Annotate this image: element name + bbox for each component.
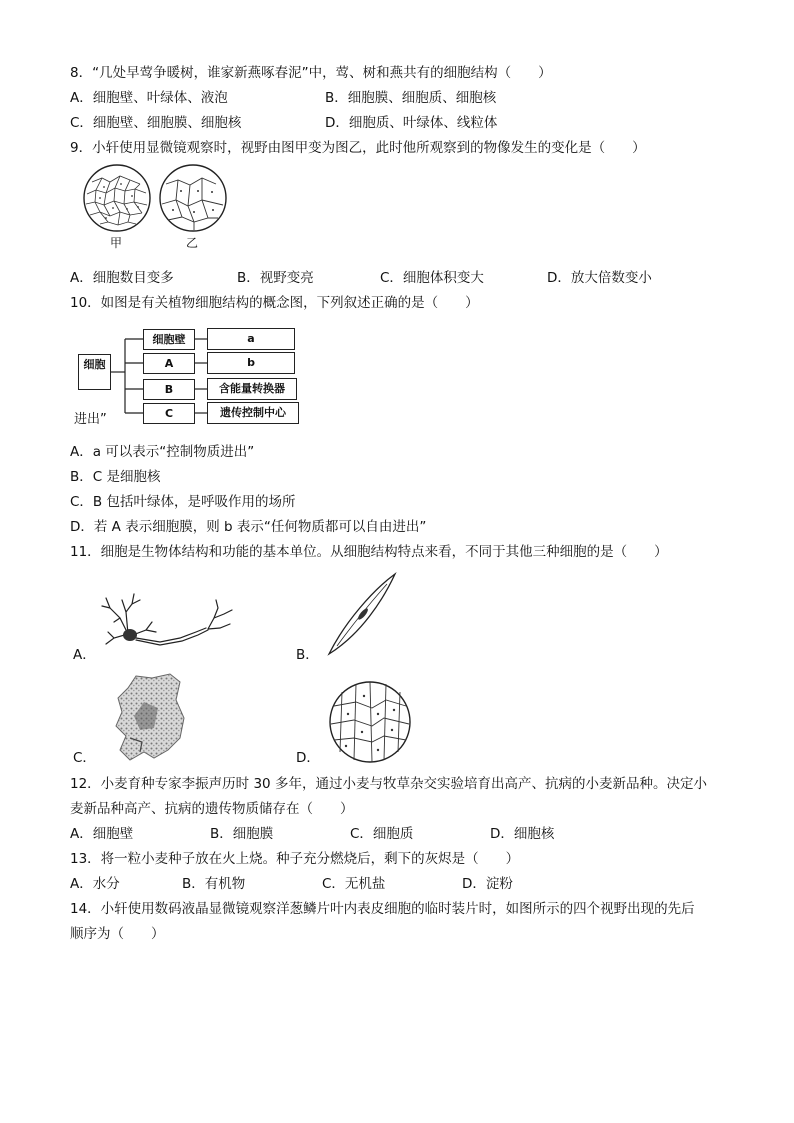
- q11-option-c: C．: [73, 750, 96, 766]
- q13-option-c: C．无机盐: [322, 876, 386, 892]
- q10-option-d: D．若 A 表示细胞膜，则 b 表示“任何物质都可以自由进出”: [70, 519, 427, 535]
- q11-option-d: D．: [296, 750, 320, 766]
- q12-option-b: B．细胞膜: [210, 826, 274, 842]
- q9-option-a: A．细胞数目变多: [70, 270, 174, 286]
- label-yi: 乙: [186, 236, 199, 250]
- q13-option-b: B．有机物: [182, 876, 246, 892]
- q14-stem-line2: 顺序为（ ）: [70, 926, 165, 942]
- q13-stem: 13．将一粒小麦种子放在火上烧。种子充分燃烧后，剩下的灰烬是（ ）: [70, 851, 520, 867]
- q9-option-c: C．细胞体积变大: [380, 270, 484, 286]
- field-yi: [160, 165, 226, 231]
- q9-option-d: D．放大倍数变小: [547, 270, 652, 286]
- q11-option-a: A．: [73, 647, 96, 663]
- q12-option-a: A．细胞壁: [70, 826, 134, 842]
- epithelial-tissue-image: [100, 672, 190, 764]
- concept-box-a: a: [207, 328, 295, 350]
- q11-stem: 11．细胞是生物体结构和功能的基本单位。从细胞结构特点来看，不同于其他三种细胞的是（ ）: [70, 544, 668, 560]
- q8-option-d: D．细胞质、叶绿体、线粒体: [325, 115, 498, 131]
- concept-box-genetic-control: 遗传控制中心: [207, 402, 299, 424]
- q8-option-c: C．细胞壁、细胞膜、细胞核: [70, 115, 242, 131]
- q12-stem-line1: 12．小麦育种专家李振声历时 30 多年，通过小麦与牧草杂交实验培育出高产、抗病的小麦新品种。决定小: [70, 776, 707, 792]
- q13-option-a: A．水分: [70, 876, 120, 892]
- concept-box-b: b: [207, 352, 295, 374]
- q8-option-a: A．细胞壁、叶绿体、液泡: [70, 90, 228, 106]
- q9-stem: 9．小轩使用显微镜观察时，视野由图甲变为图乙，此时他所观察到的物像发生的变化是（ ）: [70, 140, 646, 156]
- neuron-cell-image: [100, 588, 240, 648]
- concept-box-C: C: [143, 403, 195, 424]
- q12-option-d: D．细胞核: [490, 826, 555, 842]
- q12-option-c: C．细胞质: [350, 826, 414, 842]
- concept-overflow-text: 进出”: [74, 412, 107, 427]
- q11-option-b: B．: [296, 647, 319, 663]
- label-jia: 甲: [110, 236, 123, 250]
- q10-option-a: A．a 可以表示“控制物质进出”: [70, 444, 255, 460]
- q9-option-b: B．视野变亮: [237, 270, 314, 286]
- q14-stem-line1: 14．小轩使用数码液晶显微镜观察洋葱鳞片叶内表皮细胞的临时装片时，如图所示的四个视野出现的先后: [70, 901, 695, 917]
- q8-option-b: B．细胞膜、细胞质、细胞核: [325, 90, 497, 106]
- field-jia: [84, 165, 150, 231]
- concept-box-B: B: [143, 379, 195, 400]
- q13-option-d: D．淀粉: [462, 876, 513, 892]
- onion-epidermis-image: [328, 680, 413, 765]
- microscope-fields-figure: [80, 160, 230, 242]
- concept-box-energy-converter: 含能量转换器: [207, 378, 297, 400]
- q10-option-b: B．C 是细胞核: [70, 469, 161, 485]
- concept-root-cell: 细胞: [78, 354, 111, 390]
- q12-stem-line2: 麦新品种高产、抗病的遗传物质储存在（ ）: [70, 801, 354, 817]
- q10-option-c: C．B 包括叶绿体，是呼吸作用的场所: [70, 494, 296, 510]
- concept-box-A: A: [143, 353, 195, 374]
- concept-box-cell-wall: 细胞壁: [143, 329, 195, 350]
- q10-stem: 10．如图是有关植物细胞结构的概念图，下列叙述正确的是（ ）: [70, 295, 479, 311]
- muscle-cell-image: [325, 572, 400, 660]
- q8-stem: 8．“几处早莺争暖树，谁家新燕啄春泥”中，莺、树和燕共有的细胞结构（ ）: [70, 65, 552, 81]
